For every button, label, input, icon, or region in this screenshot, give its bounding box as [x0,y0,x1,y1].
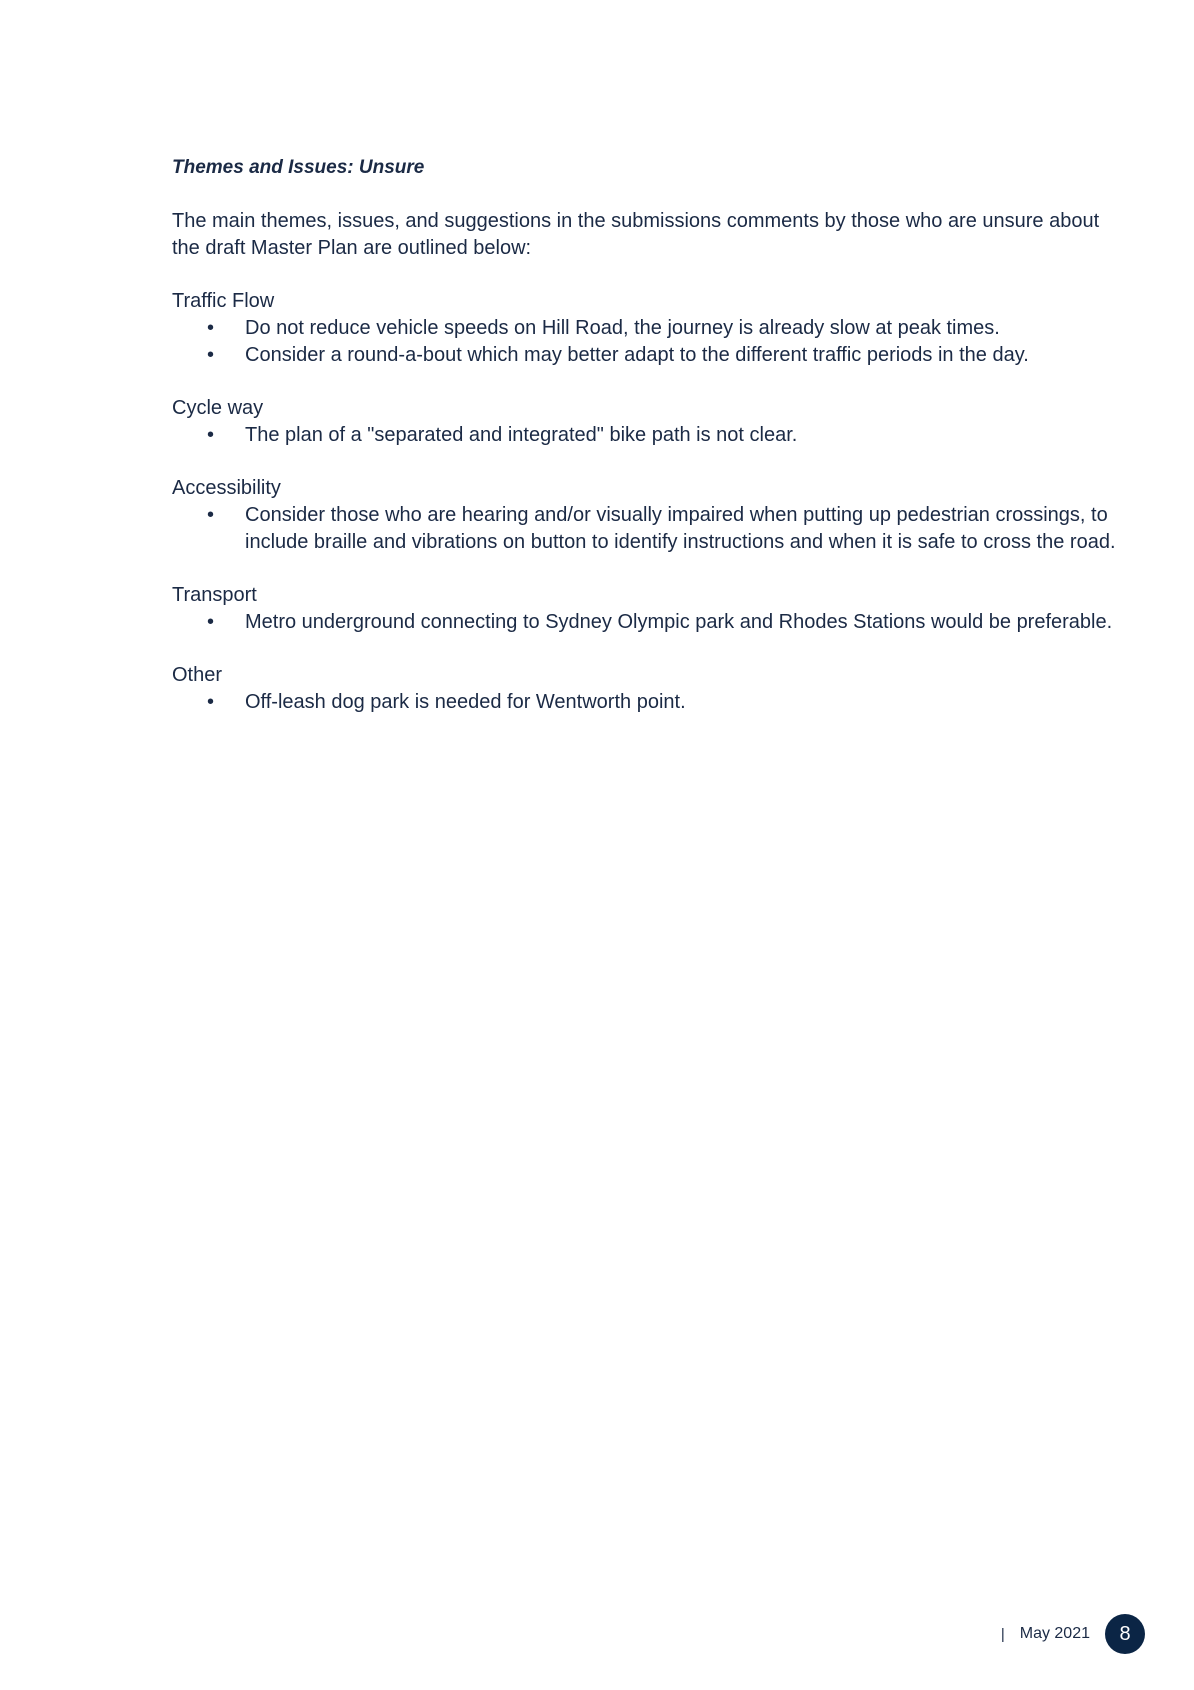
bullet-list [172,315,1132,369]
section-cycle-way [172,395,1132,449]
section-title: Accessibility [172,477,281,499]
section-traffic-flow [172,288,1132,369]
list-item-text: Consider those who are hearing and/or visually impaired when putting up pedestrian crossings, to include braille and vibrations on button to identify instructions and when it is safe to cross the road. [245,504,1116,553]
list-item-text: Consider a round-a-bout which may better adapt to the different traffic periods in the day. [245,344,1029,366]
page-footer [1001,1614,1145,1654]
section-title: Traffic Flow [172,290,275,312]
list-item-text: Do not reduce vehicle speeds on Hill Road, the journey is already slow at peak times. [245,317,1000,339]
bullet-icon: • [207,317,215,339]
list-item [172,689,1132,716]
list-item [172,502,1132,556]
list-item-text: The plan of a "separated and integrated" bike path is not clear. [245,424,798,446]
bullet-icon: • [207,424,215,446]
list-item [172,609,1132,636]
footer-separator: | [1000,1625,1005,1643]
section-transport [172,582,1132,636]
section-title: Other [172,664,223,686]
bullet-list [172,422,1132,449]
section-other [172,662,1132,716]
section-title: Cycle way [172,397,264,419]
list-item-text: Off-leash dog park is needed for Wentworth point. [245,691,686,713]
document-body [172,155,1132,742]
list-item [172,315,1132,342]
page-number-badge: 8 [1105,1614,1145,1654]
bullet-list [172,609,1132,636]
bullet-icon: • [207,344,215,366]
section-heading: Themes and Issues: Unsure [172,157,425,178]
intro-paragraph: The main themes, issues, and suggestions in the submissions comments by those who are unsure about the draft Master Plan are outlined below: [172,210,1100,259]
section-accessibility [172,475,1132,556]
bullet-list [172,502,1132,556]
list-item [172,422,1132,449]
list-item [172,342,1132,369]
bullet-icon: • [207,611,215,633]
bullet-list [172,689,1132,716]
bullet-icon: • [207,691,215,713]
bullet-icon: • [207,504,215,526]
section-title: Transport [172,584,257,606]
list-item-text: Metro underground connecting to Sydney Olympic park and Rhodes Stations would be preferable. [245,611,1113,633]
footer-date: May 2021 [1019,1625,1090,1642]
